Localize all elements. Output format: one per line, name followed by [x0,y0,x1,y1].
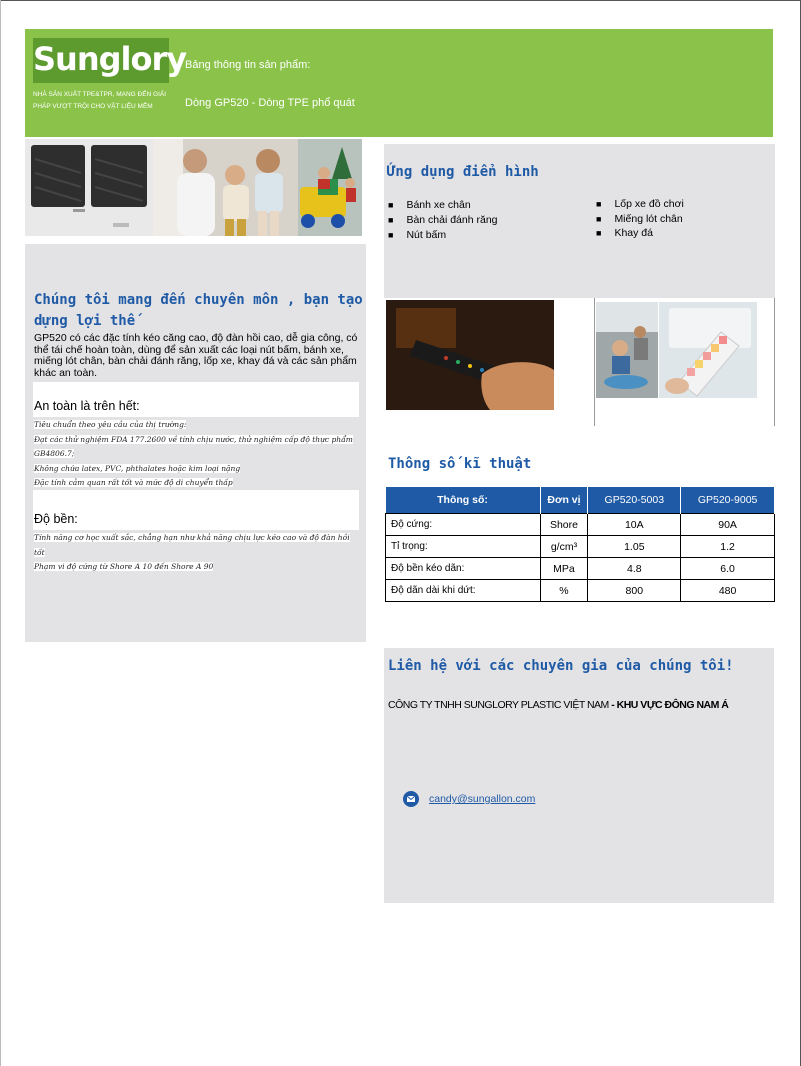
intro-panel [25,244,366,642]
product-photo-strip [25,139,362,236]
company-region: - KHU VỰC ĐÔNG NAM Á [608,699,729,711]
spec-label: Độ bền kéo dãn: [386,558,541,580]
mail-icon [403,791,419,807]
applications-panel [384,144,775,298]
spec-unit: % [540,580,588,602]
table-row [386,558,775,580]
durability-note: Tính năng cơ học xuất sắc, chẳng hạn như khả năng chịu lực kéo cao và độ đàn hồi tốt [34,533,350,557]
application-photos [384,298,775,426]
safety-notes [34,418,358,491]
spec-unit: g/cm³ [540,536,588,558]
specs-header-cell: Thông số: [386,487,541,514]
safety-note: Đạt các thử nghiệm FDA 177.2600 về tính chịu nước, thử nghiệm cấp độ thực phẩm GB4806.7; [34,434,353,458]
product-line: Dòng GP520 - Dòng TPE phổ quát [185,97,355,109]
application-item: ■ Bánh xe chân [388,198,498,213]
table-row [386,514,775,536]
table-row [386,536,775,558]
intro-heading: Chúng tôi mang đến chuyên môn , bạn tạo dựng lợi thế [34,292,363,329]
header-banner [25,29,773,137]
durability-notes [34,531,358,575]
intro-body: GP520 có các đặc tính kéo căng cao, độ đàn hồi cao, dễ gia công, có thể tái chế hoàn toàn, dùng để sản xuất các loại nút bấm, bánh xe, miếng lót chân, bàn chải đánh răng, lốp xe, khay đá và các sản phẩm khác an toàn. [34,332,358,379]
remote-control-photo [386,300,554,410]
spec-value: 6.0 [681,558,775,580]
specs-table [385,487,775,602]
spec-value: 10A [588,514,681,536]
durability-note: Phạm vi độ cứng từ Shore A 10 đến Shore A 90 [34,562,214,571]
brand-logo: Sunglory [33,38,169,83]
application-item: ■ Nút bấm [388,228,498,243]
spec-value: 90A [681,514,775,536]
specs-title: Thông số kĩ thuật [388,456,532,472]
application-item: ■ Bàn chải đánh răng [388,213,498,228]
page-border-top [0,0,801,1]
contact-title: Liên hệ với các chuyên gia của chúng tôi! [388,658,734,674]
durability-heading: Độ bền: [34,512,78,526]
company-name [388,699,728,711]
spec-unit: Shore [540,514,588,536]
contact-panel [384,648,774,903]
photo-divider [774,298,775,426]
safety-note: Tiêu chuẩn theo yêu cầu của thị trường: [34,420,187,429]
applications-list-right [596,197,684,241]
spec-value: 4.8 [588,558,681,580]
application-item: ■ Miếng lót chân [596,212,684,227]
toy-car-photo [298,139,362,236]
spec-label: Độ cứng: [386,514,541,536]
safety-heading: An toàn là trên hết: [34,399,140,413]
specs-header-cell: GP520-9005 [681,487,775,514]
foot-mat-photo [25,139,153,236]
page-border-left [0,0,1,1066]
application-item: ■ Lốp xe đồ chơi [596,197,684,212]
spec-unit: MPa [540,558,588,580]
specs-header-cell: Đơn vị [540,487,588,514]
sheet-title: Bảng thông tin sản phẩm: [185,59,311,71]
application-item: ■ Khay đá [596,226,684,241]
brand-tagline: NHÀ SẢN XUẤT TPE&TPR, MANG ĐẾN GIẢI PHÁP VƯỢT TRỘI CHO VẬT LIỆU MỀM [33,91,167,110]
email-link[interactable]: candy@sungallon.com [429,793,536,805]
table-row [386,580,775,602]
spec-value: 1.2 [681,536,775,558]
photo-divider [594,298,595,426]
specs-header-row [386,487,775,514]
spec-value: 480 [681,580,775,602]
durability-heading-band [33,490,359,530]
family-toothbrush-photo [153,139,298,236]
applications-list-left [388,198,498,243]
spec-value: 800 [588,580,681,602]
safety-note: Đặc tính cảm quan rất tốt và mức độ di chuyển thấp [34,478,233,487]
kid-ride-photo [596,302,658,398]
safety-note: Không chứa latex, PVC, phthalates hoặc kim loại nặng [34,463,241,473]
ice-tray-photo [659,302,757,398]
spec-label: Tỉ trọng: [386,536,541,558]
applications-title: Ứng dụng điển hình [387,164,539,180]
specs-header-cell: GP520-5003 [588,487,681,514]
spec-label: Độ dãn dài khi dứt: [386,580,541,602]
company-label: CÔNG TY TNHH SUNGLORY PLASTIC VIỆT NAM [388,699,609,711]
spec-value: 1.05 [588,536,681,558]
